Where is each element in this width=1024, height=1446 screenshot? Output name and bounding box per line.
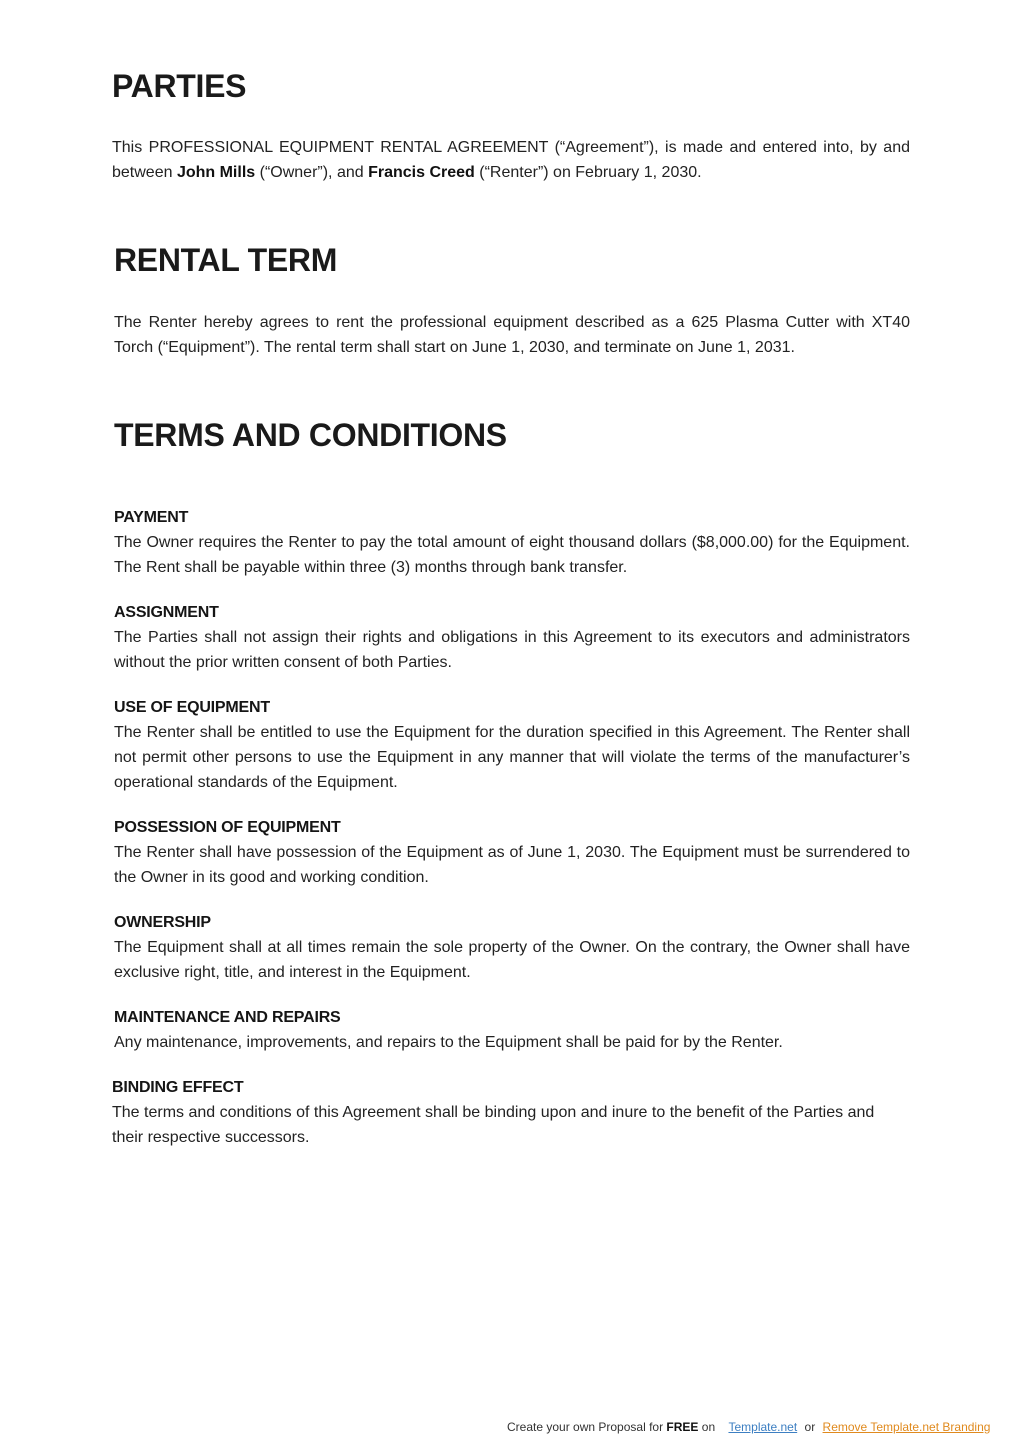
rental-term-heading: RENTAL TERM <box>114 242 338 278</box>
parties-text-3: (“Renter”) on February 1, 2030. <box>474 164 702 181</box>
clause-assignment <box>114 600 910 675</box>
footer-free: FREE <box>666 1420 699 1434</box>
clause-text: The Owner requires the Renter to pay the total amount of eight thousand dollars ($8,000.00) for the Equipment. The Rent shall be payable within three (3) months through bank transfer. <box>114 534 910 576</box>
clause-text: Any maintenance, improvements, and repairs to the Equipment shall be paid for by the Renter. <box>114 1034 783 1051</box>
parties-text-1: This PROFESSIONAL EQUIPMENT RENTAL AGREEMENT (“Agreement”), is made and entered into, by and between <box>112 139 910 181</box>
clause-text: The Equipment shall at all times remain the sole property of the Owner. On the contrary, the Owner shall have exclusive right, title, and interest in the Equipment. <box>114 939 910 981</box>
footer-or: or <box>804 1420 816 1434</box>
clause-title: ASSIGNMENT <box>114 604 219 621</box>
template-net-link[interactable]: Template.net <box>728 1420 798 1434</box>
clause-title: USE OF EQUIPMENT <box>114 699 270 716</box>
parties-section <box>112 66 910 185</box>
clause-text: The Parties shall not assign their rights and obligations in this Agreement to its executors and administrators without the prior written consent of both Parties. <box>114 629 910 671</box>
clause-binding-effect <box>112 1075 908 1150</box>
clause-title: POSSESSION OF EQUIPMENT <box>114 819 341 836</box>
clause-text: The Renter shall be entitled to use the Equipment for the duration specified in this Agreement. The Renter shall not permit other persons to use the Equipment in any manner that will violate the terms of the manufacturer’s operational standards of the Equipment. <box>114 724 910 791</box>
parties-text-2: (“Owner”), and <box>255 164 369 181</box>
clause-title: MAINTENANCE AND REPAIRS <box>114 1009 341 1026</box>
clause-title: BINDING EFFECT <box>112 1079 244 1096</box>
terms-section <box>114 415 910 455</box>
clause-payment <box>114 505 910 580</box>
clause-use-of-equipment <box>114 695 910 795</box>
owner-name: John Mills <box>176 164 256 181</box>
rental-term-paragraph: The Renter hereby agrees to rent the professional equipment described as a 625 Plasma Cutter with XT40 Torch (“Equipment”). The rental term shall start on June 1, 2030, and terminate on June 1, 2031. <box>114 314 910 356</box>
clause-title: PAYMENT <box>114 509 189 526</box>
clause-possession-of-equipment <box>114 815 910 890</box>
clause-text: The Renter shall have possession of the Equipment as of June 1, 2030. The Equipment must be surrendered to the Owner in its good and working condition. <box>114 844 910 886</box>
clause-title: OWNERSHIP <box>114 914 211 931</box>
footer-on: on <box>698 1420 716 1434</box>
clause-maintenance-and-repairs <box>114 1005 910 1055</box>
footer-branding <box>507 1419 990 1435</box>
rental-term-section <box>114 240 910 360</box>
renter-name: Francis Creed <box>368 164 475 181</box>
parties-heading: PARTIES <box>112 68 247 104</box>
terms-heading: TERMS AND CONDITIONS <box>114 417 507 453</box>
remove-branding-link[interactable]: Remove Template.net Branding <box>822 1420 991 1434</box>
parties-paragraph <box>112 135 910 185</box>
footer-prefix: Create your own Proposal for <box>507 1420 667 1434</box>
clause-ownership <box>114 910 910 985</box>
clause-text: The terms and conditions of this Agreement shall be binding upon and inure to the benefit of the Parties and their respective successors. <box>112 1104 875 1146</box>
